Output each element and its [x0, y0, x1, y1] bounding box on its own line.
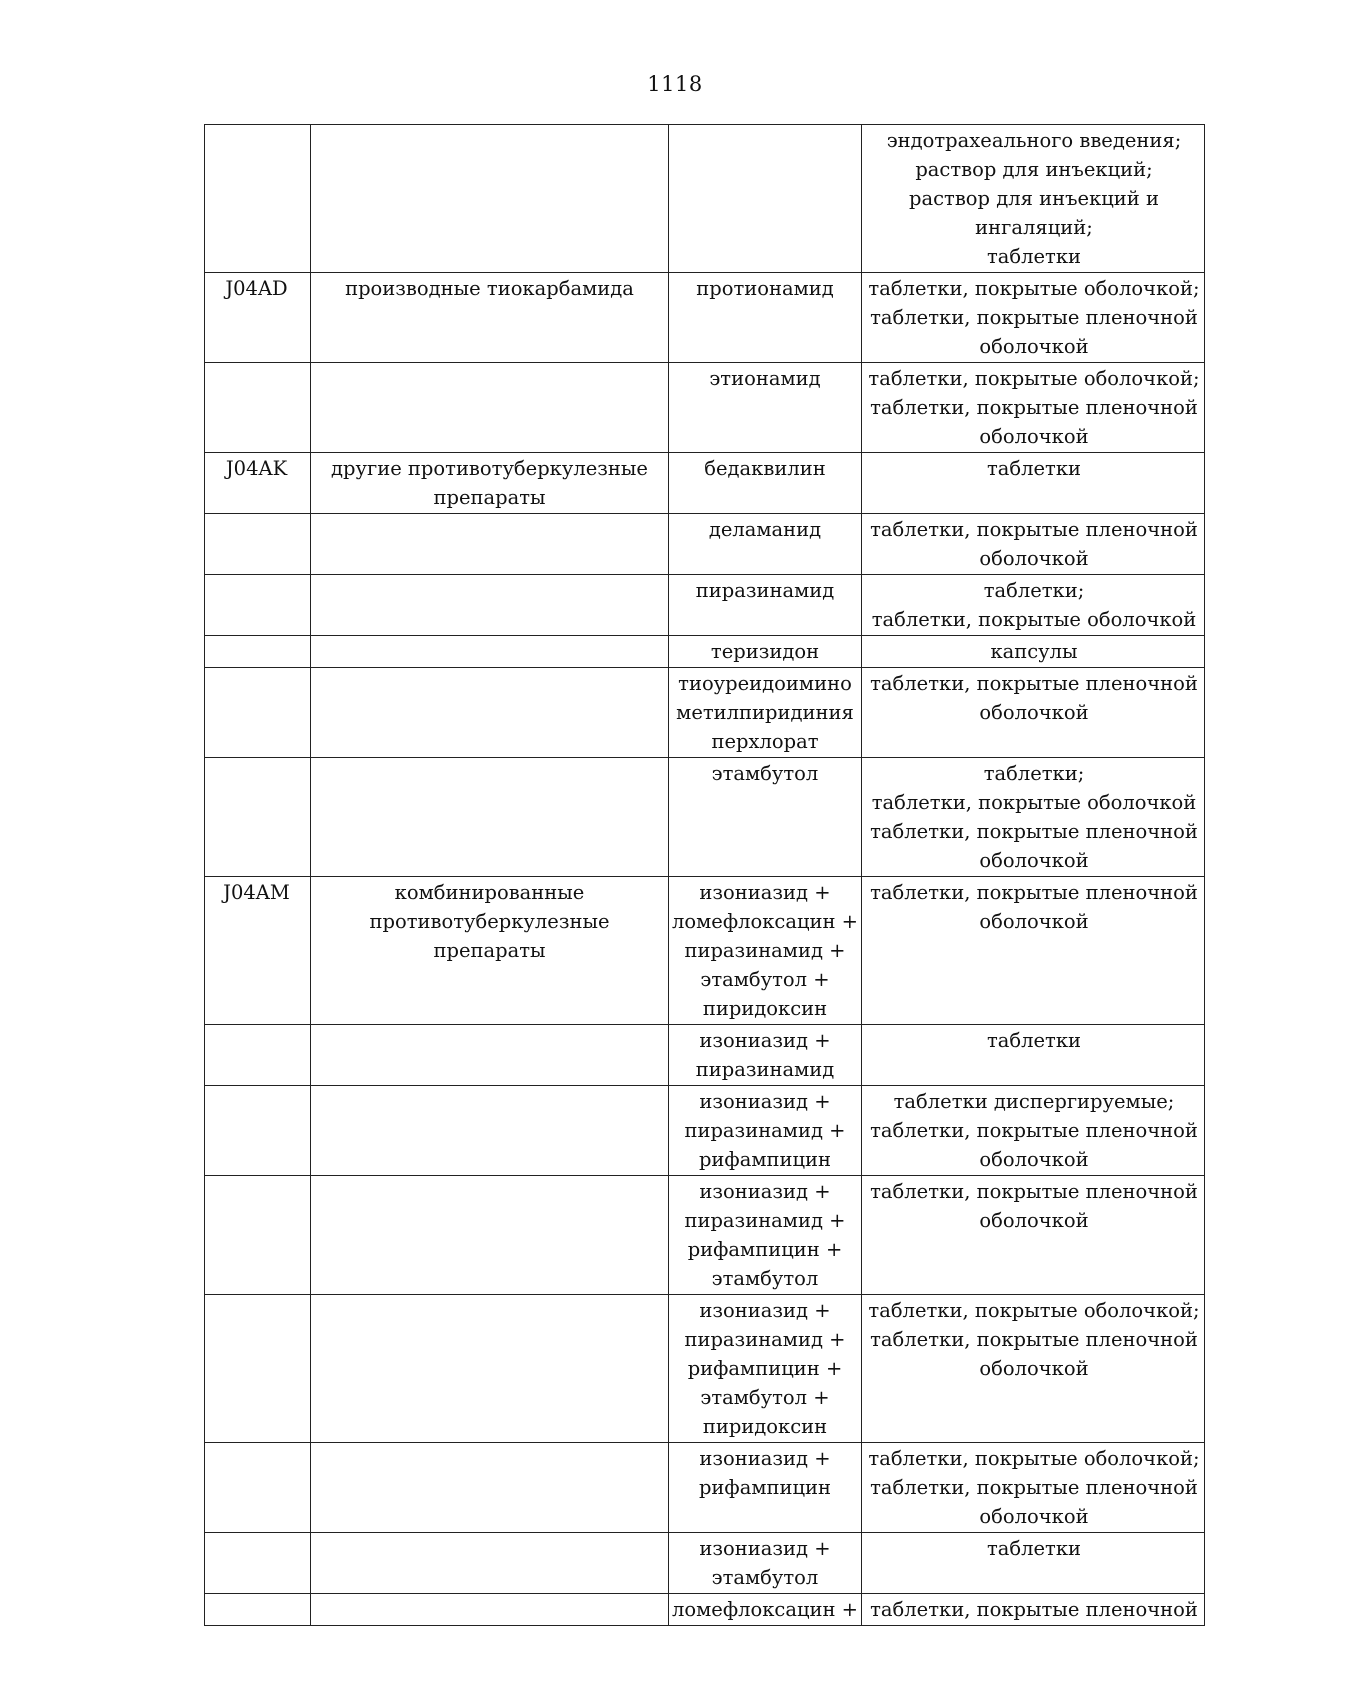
- atc-code-cell: [205, 1533, 311, 1594]
- table-row: [205, 125, 1205, 273]
- drug-name-cell: [669, 1176, 862, 1295]
- dosage-form-cell: [862, 758, 1205, 877]
- drug-name-line: рифампицин +: [687, 1357, 843, 1380]
- group-name-line: препараты: [433, 486, 546, 509]
- drug-name-cell: [669, 575, 862, 636]
- dosage-form-line: таблетки, покрытые пленочной: [870, 1328, 1198, 1351]
- group-name-cell: [311, 1594, 669, 1626]
- dosage-form-cell: [862, 514, 1205, 575]
- table-row: [205, 1443, 1205, 1533]
- dosage-form-cell: [862, 636, 1205, 668]
- dosage-form-line: таблетки, покрытые пленочной: [870, 1476, 1198, 1499]
- table-row: [205, 453, 1205, 514]
- atc-code-cell: [205, 758, 311, 877]
- atc-code-cell: [205, 1176, 311, 1295]
- atc-code-cell: [205, 668, 311, 758]
- page-number: 1118: [647, 72, 703, 96]
- drug-name-cell: [669, 1594, 862, 1626]
- dosage-form-line: капсулы: [990, 640, 1078, 663]
- drug-name-line: пиразинамид +: [684, 1209, 846, 1232]
- table-row: [205, 636, 1205, 668]
- dosage-form-line: таблетки: [986, 1537, 1082, 1560]
- drug-name-line: изониазид +: [699, 1299, 831, 1322]
- group-name-cell: [311, 758, 669, 877]
- drug-name-line: этамбутол: [711, 1566, 819, 1589]
- dosage-form-line: таблетки, покрытые пленочной: [870, 1598, 1198, 1621]
- dosage-form-line: таблетки, покрытые пленочной: [870, 518, 1198, 541]
- group-name-cell: [311, 668, 669, 758]
- dosage-form-line: раствор для инъекций и: [909, 187, 1159, 210]
- group-name-line: другие противотуберкулезные: [331, 457, 648, 480]
- drug-name-line: пиразинамид +: [684, 1328, 846, 1351]
- drug-name-cell: [669, 758, 862, 877]
- group-name-line: противотуберкулезные: [369, 910, 610, 933]
- drug-name-line: этамбутол +: [700, 1386, 830, 1409]
- table-row: [205, 877, 1205, 1025]
- drug-name-line: изониазид +: [699, 1090, 831, 1113]
- drug-name-line: рифампицин: [698, 1148, 832, 1171]
- drug-name-cell: [669, 273, 862, 363]
- atc-code-cell: [205, 1594, 311, 1626]
- dosage-form-line: таблетки, покрытые пленочной: [870, 881, 1198, 904]
- group-name-cell: [311, 363, 669, 453]
- drug-name-line: деламанид: [708, 518, 822, 541]
- drug-name-line: этамбутол: [711, 1267, 819, 1290]
- group-name-line: комбинированные: [394, 881, 585, 904]
- dosage-form-line: таблетки: [986, 457, 1082, 480]
- dosage-form-line: раствор для инъекций;: [915, 158, 1153, 181]
- group-name-cell: [311, 1533, 669, 1594]
- drug-table: [204, 124, 1205, 1626]
- drug-name-cell: [669, 125, 862, 273]
- table-row: [205, 1176, 1205, 1295]
- group-name-cell: [311, 636, 669, 668]
- atc-code-cell: [205, 1086, 311, 1176]
- group-name-cell: [311, 1086, 669, 1176]
- group-name-cell: [311, 1443, 669, 1533]
- drug-name-line: ломефлоксацин +: [671, 910, 859, 933]
- drug-name-line: рифампицин: [698, 1476, 832, 1499]
- drug-name-line: изониазид +: [699, 1537, 831, 1560]
- dosage-form-line: оболочкой: [979, 701, 1089, 724]
- dosage-form-line: оболочкой: [979, 1209, 1089, 1232]
- drug-name-cell: [669, 1443, 862, 1533]
- dosage-form-cell: [862, 877, 1205, 1025]
- atc-code-cell: [205, 636, 311, 668]
- dosage-form-line: эндотрахеального введения;: [886, 129, 1182, 152]
- dosage-form-line: оболочкой: [979, 1357, 1089, 1380]
- table-row: [205, 1025, 1205, 1086]
- dosage-form-line: таблетки, покрытые пленочной: [870, 1119, 1198, 1142]
- table-row: [205, 1594, 1205, 1626]
- dosage-form-line: таблетки, покрытые оболочкой;: [868, 1447, 1200, 1470]
- atc-code-cell: J04AD: [205, 273, 311, 363]
- table-row: [205, 575, 1205, 636]
- drug-name-cell: [669, 363, 862, 453]
- drug-name-line: этамбутол +: [700, 968, 830, 991]
- dosage-form-line: таблетки диспергируемые;: [893, 1090, 1175, 1113]
- atc-code-cell: [205, 575, 311, 636]
- table-row: [205, 514, 1205, 575]
- drug-name-line: метилпиридиния: [676, 701, 854, 724]
- dosage-form-line: оболочкой: [979, 910, 1089, 933]
- drug-name-line: пиридоксин: [702, 1415, 828, 1438]
- dosage-form-line: оболочкой: [979, 425, 1089, 448]
- drug-name-line: бедаквилин: [704, 457, 826, 480]
- dosage-form-line: оболочкой: [979, 1148, 1089, 1171]
- drug-name-line: этамбутол: [711, 762, 819, 785]
- atc-code-cell: [205, 1295, 311, 1443]
- drug-name-line: пиридоксин: [702, 997, 828, 1020]
- drug-name-line: пиразинамид: [695, 579, 835, 602]
- dosage-form-line: ингаляций;: [975, 216, 1093, 239]
- group-name-cell: [311, 273, 669, 363]
- atc-code-cell: [205, 514, 311, 575]
- table-container: [204, 124, 1200, 1621]
- dosage-form-cell: [862, 1176, 1205, 1295]
- drug-name-line: ломефлоксацин +: [671, 1598, 859, 1621]
- drug-name-line: пиразинамид +: [684, 1119, 846, 1142]
- drug-name-cell: [669, 877, 862, 1025]
- drug-name-line: изониазид +: [699, 1447, 831, 1470]
- dosage-form-line: оболочкой: [979, 547, 1089, 570]
- drug-name-cell: [669, 636, 862, 668]
- table-row: [205, 1533, 1205, 1594]
- dosage-form-line: оболочкой: [979, 849, 1089, 872]
- dosage-form-cell: [862, 1025, 1205, 1086]
- group-name-cell: [311, 514, 669, 575]
- drug-name-line: этионамид: [709, 367, 821, 390]
- dosage-form-line: таблетки, покрытые оболочкой: [871, 791, 1197, 814]
- atc-code-cell: J04AM: [205, 877, 311, 1025]
- table-row: [205, 668, 1205, 758]
- dosage-form-line: таблетки, покрытые пленочной: [870, 306, 1198, 329]
- table-row: [205, 1295, 1205, 1443]
- dosage-form-line: таблетки, покрытые пленочной: [870, 820, 1198, 843]
- atc-code-cell: [205, 1025, 311, 1086]
- atc-code-cell: [205, 125, 311, 273]
- drug-name-line: тиоуреидоимино: [678, 672, 852, 695]
- drug-name-line: изониазид +: [699, 881, 831, 904]
- group-name-line: препараты: [433, 939, 546, 962]
- atc-code-cell: [205, 363, 311, 453]
- drug-name-line: перхлорат: [711, 730, 819, 753]
- drug-name-cell: [669, 453, 862, 514]
- drug-name-cell: [669, 1086, 862, 1176]
- dosage-form-cell: [862, 1443, 1205, 1533]
- dosage-form-line: таблетки;: [983, 762, 1085, 785]
- dosage-form-line: таблетки, покрытые оболочкой;: [868, 367, 1200, 390]
- dosage-form-line: таблетки, покрытые оболочкой: [871, 608, 1197, 631]
- dosage-form-cell: [862, 1295, 1205, 1443]
- drug-name-line: изониазид +: [699, 1180, 831, 1203]
- group-name-cell: [311, 125, 669, 273]
- group-name-cell: [311, 1295, 669, 1443]
- drug-name-line: рифампицин +: [687, 1238, 843, 1261]
- drug-name-cell: [669, 514, 862, 575]
- dosage-form-line: таблетки, покрытые пленочной: [870, 396, 1198, 419]
- dosage-form-line: таблетки: [986, 1029, 1082, 1052]
- drug-name-line: изониазид +: [699, 1029, 831, 1052]
- group-name-cell: [311, 877, 669, 1025]
- atc-code-cell: J04AK: [205, 453, 311, 514]
- table-row: [205, 363, 1205, 453]
- dosage-form-line: таблетки, покрытые пленочной: [870, 1180, 1198, 1203]
- drug-name-cell: [669, 1533, 862, 1594]
- dosage-form-cell: [862, 273, 1205, 363]
- group-name-line: производные тиокарбамида: [345, 277, 634, 300]
- dosage-form-cell: [862, 1533, 1205, 1594]
- drug-name-cell: [669, 1295, 862, 1443]
- dosage-form-line: таблетки, покрытые оболочкой;: [868, 277, 1200, 300]
- dosage-form-line: оболочкой: [979, 1505, 1089, 1528]
- dosage-form-cell: [862, 1086, 1205, 1176]
- dosage-form-cell: [862, 125, 1205, 273]
- table-row: [205, 758, 1205, 877]
- dosage-form-line: таблетки: [986, 245, 1082, 268]
- dosage-form-line: таблетки, покрытые оболочкой;: [868, 1299, 1200, 1322]
- dosage-form-line: оболочкой: [979, 335, 1089, 358]
- drug-name-line: пиразинамид +: [684, 939, 846, 962]
- drug-name-line: теризидон: [710, 640, 820, 663]
- dosage-form-cell: [862, 668, 1205, 758]
- dosage-form-line: таблетки;: [983, 579, 1085, 602]
- group-name-cell: [311, 453, 669, 514]
- drug-name-cell: [669, 1025, 862, 1086]
- drug-name-cell: [669, 668, 862, 758]
- table-row: [205, 273, 1205, 363]
- dosage-form-cell: [862, 575, 1205, 636]
- dosage-form-line: таблетки, покрытые пленочной: [870, 672, 1198, 695]
- dosage-form-cell: [862, 453, 1205, 514]
- table-row: [205, 1086, 1205, 1176]
- dosage-form-cell: [862, 363, 1205, 453]
- group-name-cell: [311, 575, 669, 636]
- drug-name-line: пиразинамид: [695, 1058, 835, 1081]
- group-name-cell: [311, 1176, 669, 1295]
- drug-name-line: протионамид: [696, 277, 834, 300]
- group-name-cell: [311, 1025, 669, 1086]
- table-body: [205, 125, 1205, 1626]
- atc-code-cell: [205, 1443, 311, 1533]
- dosage-form-cell: [862, 1594, 1205, 1626]
